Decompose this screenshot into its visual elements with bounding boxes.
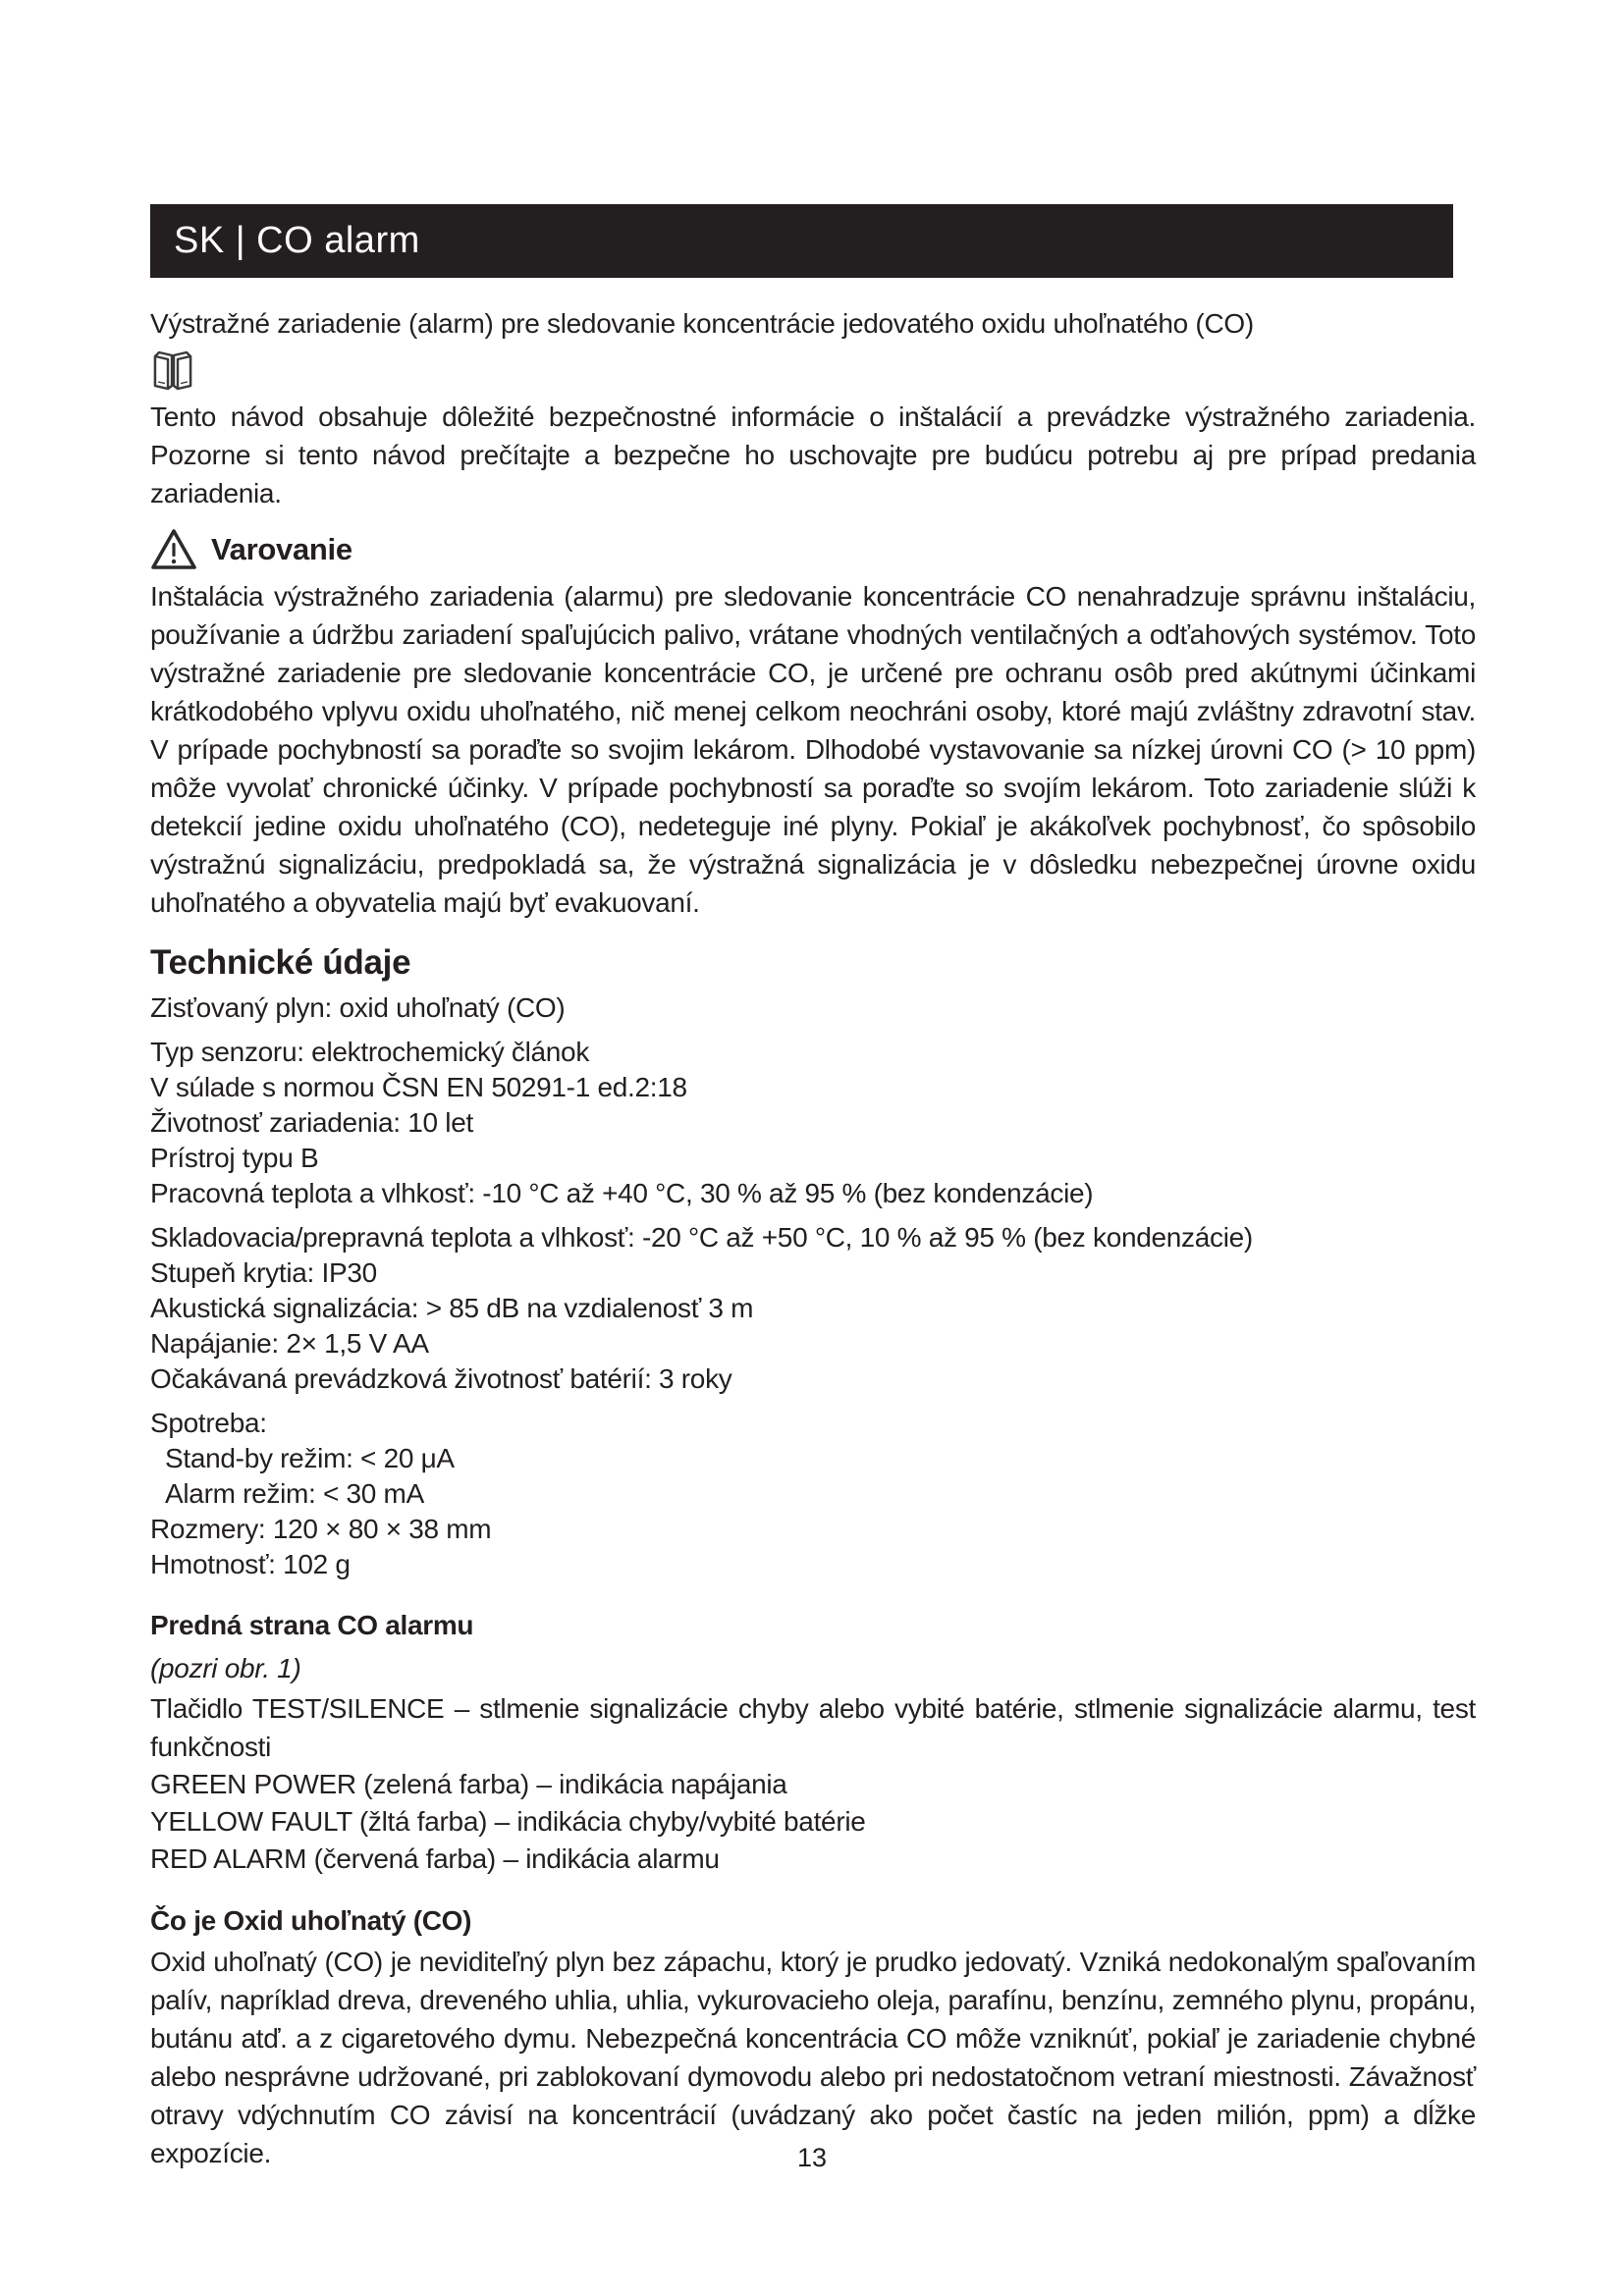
tech-spec-line: Prístroj typu B bbox=[150, 1143, 319, 1173]
co-info-heading: Čo je Oxid uhoľnatý (CO) bbox=[150, 1905, 472, 1936]
tech-spec-line: Napájanie: 2× 1,5 V AA bbox=[150, 1328, 429, 1359]
tech-spec-line: Očakávaná prevádzková životnosť batérií: 3 roky bbox=[150, 1363, 732, 1394]
tech-data-heading: Technické údaje bbox=[150, 943, 411, 982]
co-info-paragraph: Oxid uhoľnatý (CO) je neviditeľný plyn bez zápachu, ktorý je prudko jedovatý. Vzniká nedokonalým spaľovaním palív, napríklad dreva, dreveného uhlia, uhlia, vykurovacieho oleja, parafínu, benzínu, zemného plynu, propánu, butánu atď. a z cigaretového dymu. Nebezpečná koncentrácia CO môže vzniknúť, pokiaľ je zariadenie chybné alebo nesprávne udržované, pri zablokovaní dymovodu alebo pri nedostatočnom vetraní miestnosti. Závažnosť otravy vdýchnutím CO závisí na koncentrácií (uvádzaný ako počet častíc na jeden milión, ppm) a dĺžke expozície. bbox=[150, 1947, 1476, 2168]
tech-spec-line: Hmotnosť: 102 g bbox=[150, 1549, 351, 1579]
tech-spec-line: Alarm režim: < 30 mA bbox=[165, 1478, 424, 1509]
page-content bbox=[150, 0, 1476, 2172]
tech-spec-list bbox=[150, 990, 1476, 1582]
open-book-icon-svg bbox=[150, 348, 195, 392]
tech-spec-line: Stupeň krytia: IP30 bbox=[150, 1257, 377, 1288]
tech-spec-line: Skladovacia/prepravná teplota a vlhkosť: -20 °C až +50 °C, 10 % až 95 % (bez kondenzácie) bbox=[150, 1222, 1253, 1253]
intro-paragraph: Tento návod obsahuje dôležité bezpečnostné informácie o inštalácií a prevádzke výstražného zariadenia. Pozorne si tento návod prečítajte a bezpečne ho uschovajte pre budúcu potrebu aj pre prípad predania zariadenia. bbox=[150, 401, 1476, 508]
front-panel-heading: Predná strana CO alarmu bbox=[150, 1610, 474, 1640]
page-title: SK | CO alarm bbox=[174, 220, 420, 261]
tech-spec-line: Typ senzoru: elektrochemický článok bbox=[150, 1037, 590, 1067]
tech-spec-line: Spotreba: bbox=[150, 1408, 267, 1438]
warning-triangle-icon bbox=[150, 528, 197, 571]
tech-spec-line: Zisťovaný plyn: oxid uhoľnatý (CO) bbox=[150, 992, 566, 1023]
tech-spec-line: Pracovná teplota a vlhkosť: -10 °C až +40 °C, 30 % až 95 % (bez kondenzácie) bbox=[150, 1178, 1094, 1208]
warning-paragraph: Inštalácia výstražného zariadenia (alarmu) pre sledovanie koncentrácie CO nenahradzuje správnu inštaláciu, používanie a údržbu zariadení spaľujúcich palivo, vrátane vhodných ventilačných a odťahových systémov. Toto výstražné zariadenie pre sledovanie koncentrácie CO, je určené pre ochranu osôb pred akútnymi účinkami krátkodobého vplyvu oxidu uhoľnatého, nič menej celkom neochráni osoby, ktoré majú zvláštny zdravotní stav. V prípade pochybností sa poraďte so svojim lekárom. Dlhodobé vystavovanie sa nízkej úrovni CO (> 10 ppm) môže vyvolať chronické účinky. V prípade pochybností sa poraďte so svojím lekárom. Toto zariadenie slúži k detekcií jedine oxidu uhoľnatého (CO), nedeteguje iné plyny. Pokiaľ je akákoľvek pochybnosť, čo spôsobilo výstražnú signalizáciu, predpokladá sa, že výstražná signalizácia je v dôsledku nebezpečnej úrovne oxidu uhoľnatého a obyvatelia majú byť evakuovaní. bbox=[150, 581, 1476, 918]
tech-spec-line: Rozmery: 120 × 80 × 38 mm bbox=[150, 1514, 492, 1544]
green-power-description: GREEN POWER (zelená farba) – indikácia napájania bbox=[150, 1769, 787, 1799]
yellow-fault-description: YELLOW FAULT (žltá farba) – indikácia chyby/vybité batérie bbox=[150, 1806, 866, 1837]
test-silence-description: Tlačidlo TEST/SILENCE – stlmenie signalizácie chyby alebo vybité batérie, stlmenie signalizácie alarmu, test funkčnosti bbox=[150, 1693, 1476, 1762]
tech-spec-line: Akustická signalizácia: > 85 dB na vzdialenosť 3 m bbox=[150, 1293, 754, 1323]
warning-title: Varovanie bbox=[211, 532, 352, 566]
section-header-bar bbox=[150, 204, 1453, 278]
tech-spec-line: V súlade s normou ČSN EN 50291-1 ed.2:18 bbox=[150, 1072, 687, 1102]
tech-spec-line: Stand-by režim: < 20 μA bbox=[165, 1443, 455, 1473]
open-book-icon bbox=[150, 348, 1476, 394]
warning-heading bbox=[150, 528, 1476, 571]
tech-spec-line: Životnosť zariadenia: 10 let bbox=[150, 1107, 473, 1138]
page-number: 13 bbox=[796, 2143, 828, 2172]
figure-reference: (pozri obr. 1) bbox=[150, 1653, 301, 1683]
red-alarm-description: RED ALARM (červená farba) – indikácia alarmu bbox=[150, 1843, 720, 1874]
intro-line: Výstražné zariadenie (alarm) pre sledovanie koncentrácie jedovatého oxidu uhoľnatého (CO) bbox=[150, 308, 1254, 339]
